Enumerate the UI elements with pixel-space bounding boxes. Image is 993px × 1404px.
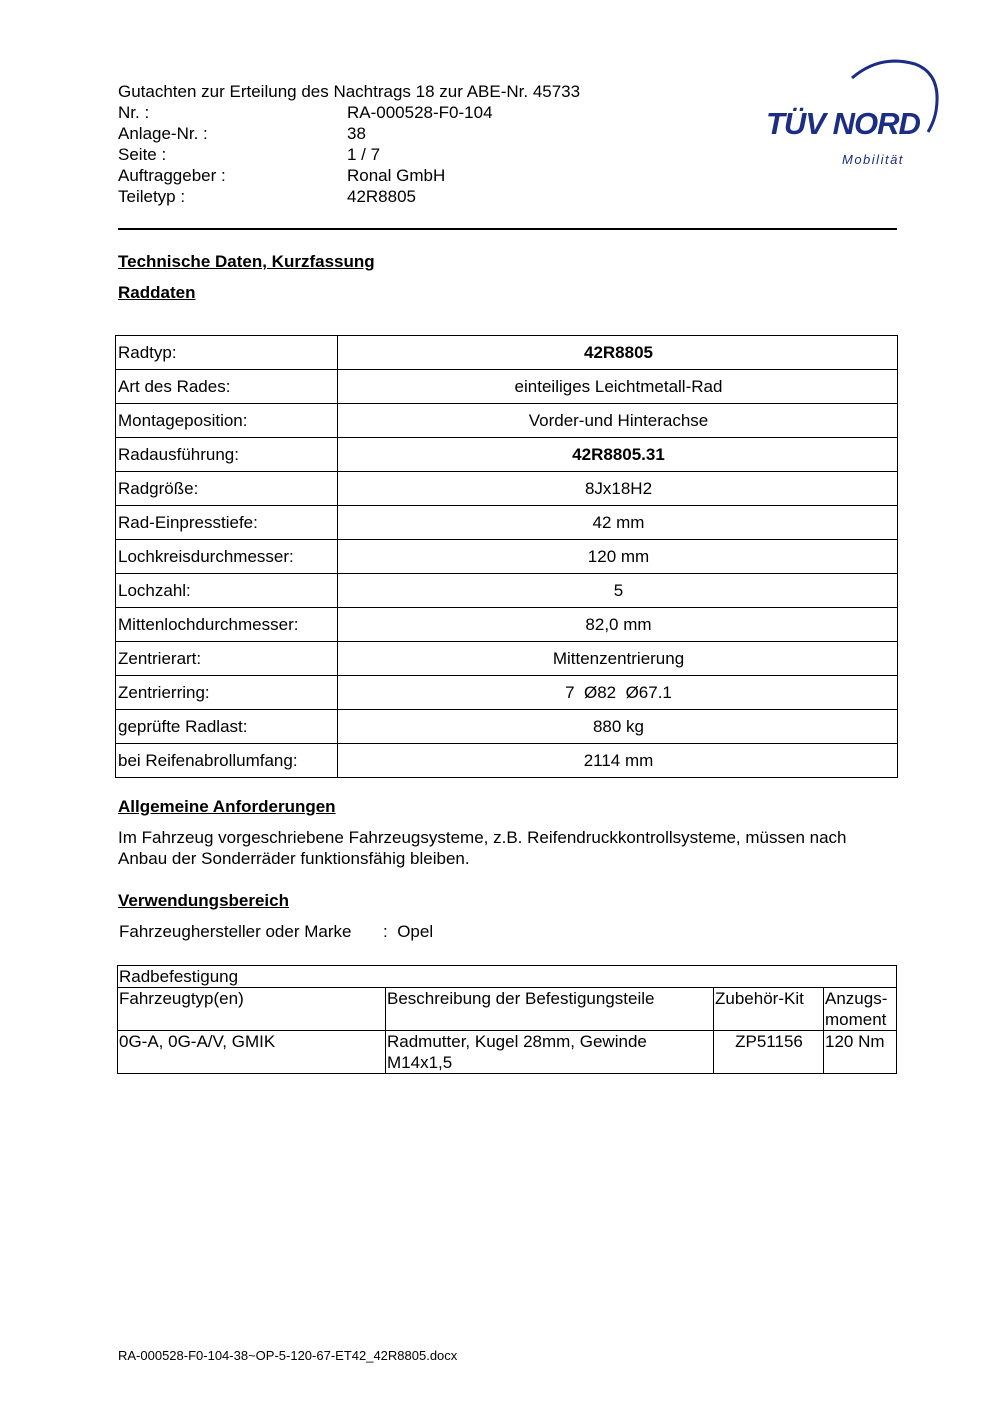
table-row [116,676,898,710]
column-header: Anzugs-moment [824,988,897,1031]
table-header-row [118,988,897,1031]
document-header [118,81,580,207]
row-label: Art des Rades: [116,370,338,404]
row-value: Vorder-und Hinterachse [338,404,898,438]
row-label: Radgröße: [116,472,338,506]
allgemein-paragraph: Im Fahrzeug vorgeschriebene Fahrzeugsysteme, z.B. Reifendruckkontrollsysteme, müssen nach Anbau der Sonderräder funktionsfähig bleiben. [118,828,847,868]
row-value: 5 [338,574,898,608]
table-cell: 120 Nm [824,1031,897,1074]
section-heading-tech: Technische Daten, Kurzfassung [118,252,375,271]
header-row-teiletyp [118,186,580,207]
header-divider [118,228,897,230]
row-value: 2114 mm [338,744,898,778]
radbefestigung-table [117,965,897,1074]
table-cell: ZP51156 [714,1031,824,1074]
row-label: geprüfte Radlast: [116,710,338,744]
row-label: Zentrierart: [116,642,338,676]
row-value: 42R8805.31 [338,438,898,472]
header-value: RA-000528-F0-104 [347,103,493,122]
row-label: Zentrierring: [116,676,338,710]
section-heading-allgemein: Allgemeine Anforderungen [118,797,336,816]
table-row [116,710,898,744]
row-label: bei Reifenabrollumfang: [116,744,338,778]
manufacturer-line [119,922,433,942]
header-label: Auftraggeber : [118,166,226,185]
section-heading-verwendung: Verwendungsbereich [118,891,289,910]
section-heading-raddaten: Raddaten [118,283,196,302]
table-row [116,404,898,438]
header-label: Anlage-Nr. : [118,124,208,143]
table-cell: Radmutter, Kugel 28mm, Gewinde M14x1,5 [386,1031,714,1074]
manufacturer-label: Fahrzeughersteller oder Marke [119,922,352,941]
table-row [116,438,898,472]
header-label: Seite : [118,145,167,164]
header-value: 1 / 7 [347,145,381,164]
table-row [116,370,898,404]
table-row [116,540,898,574]
document-footer: RA-000528-F0-104-38~OP-5-120-67-ET42_42R8805.docx [118,1348,458,1363]
manufacturer-value: Opel [397,922,434,941]
document-title: Gutachten zur Erteilung des Nachtrags 18 zur ABE-Nr. 45733 [118,82,581,101]
table-row [116,744,898,778]
table-row [118,1031,897,1074]
row-value: 120 mm [338,540,898,574]
row-value: Mittenzentrierung [338,642,898,676]
row-value: 8Jx18H2 [338,472,898,506]
manufacturer-separator: : [383,922,388,941]
row-label: Mittenlochdurchmesser: [116,608,338,642]
row-label: Montageposition: [116,404,338,438]
logo-brand: TÜV NORD [766,106,920,141]
logo-subtitle: Mobilität [842,152,904,167]
table-cell: 0G-A, 0G-A/V, GMIK [118,1031,386,1074]
table-row [116,574,898,608]
table-title: Radbefestigung [118,966,897,988]
header-row-auftraggeber [118,165,580,186]
row-value: 880 kg [338,710,898,744]
header-value: Ronal GmbH [347,166,446,185]
header-row-seite [118,144,580,165]
raddaten-table [115,335,898,778]
header-row-nr [118,102,580,123]
row-value: 42R8805 [338,336,898,370]
table-row [116,472,898,506]
header-row-anlage [118,123,580,144]
header-label: Nr. : [118,103,150,122]
table-title-row [118,966,897,988]
row-value: 7 Ø82 Ø67.1 [338,676,898,710]
table-row [116,642,898,676]
row-label: Radtyp: [116,336,338,370]
row-value: einteiliges Leichtmetall-Rad [338,370,898,404]
table-row [116,336,898,370]
row-value: 42 mm [338,506,898,540]
row-label: Lochzahl: [116,574,338,608]
row-value: 82,0 mm [338,608,898,642]
column-header: Zubehör-Kit [714,988,824,1031]
row-label: Lochkreisdurchmesser: [116,540,338,574]
table-row [116,608,898,642]
table-row [116,506,898,540]
row-label: Radausführung: [116,438,338,472]
header-value: 42R8805 [347,187,417,206]
tuev-nord-logo [760,56,940,171]
column-header: Beschreibung der Befestigungsteile [386,988,714,1031]
header-value: 38 [347,124,366,143]
header-label: Teiletyp : [118,187,186,206]
column-header: Fahrzeugtyp(en) [118,988,386,1031]
row-label: Rad-Einpresstiefe: [116,506,338,540]
